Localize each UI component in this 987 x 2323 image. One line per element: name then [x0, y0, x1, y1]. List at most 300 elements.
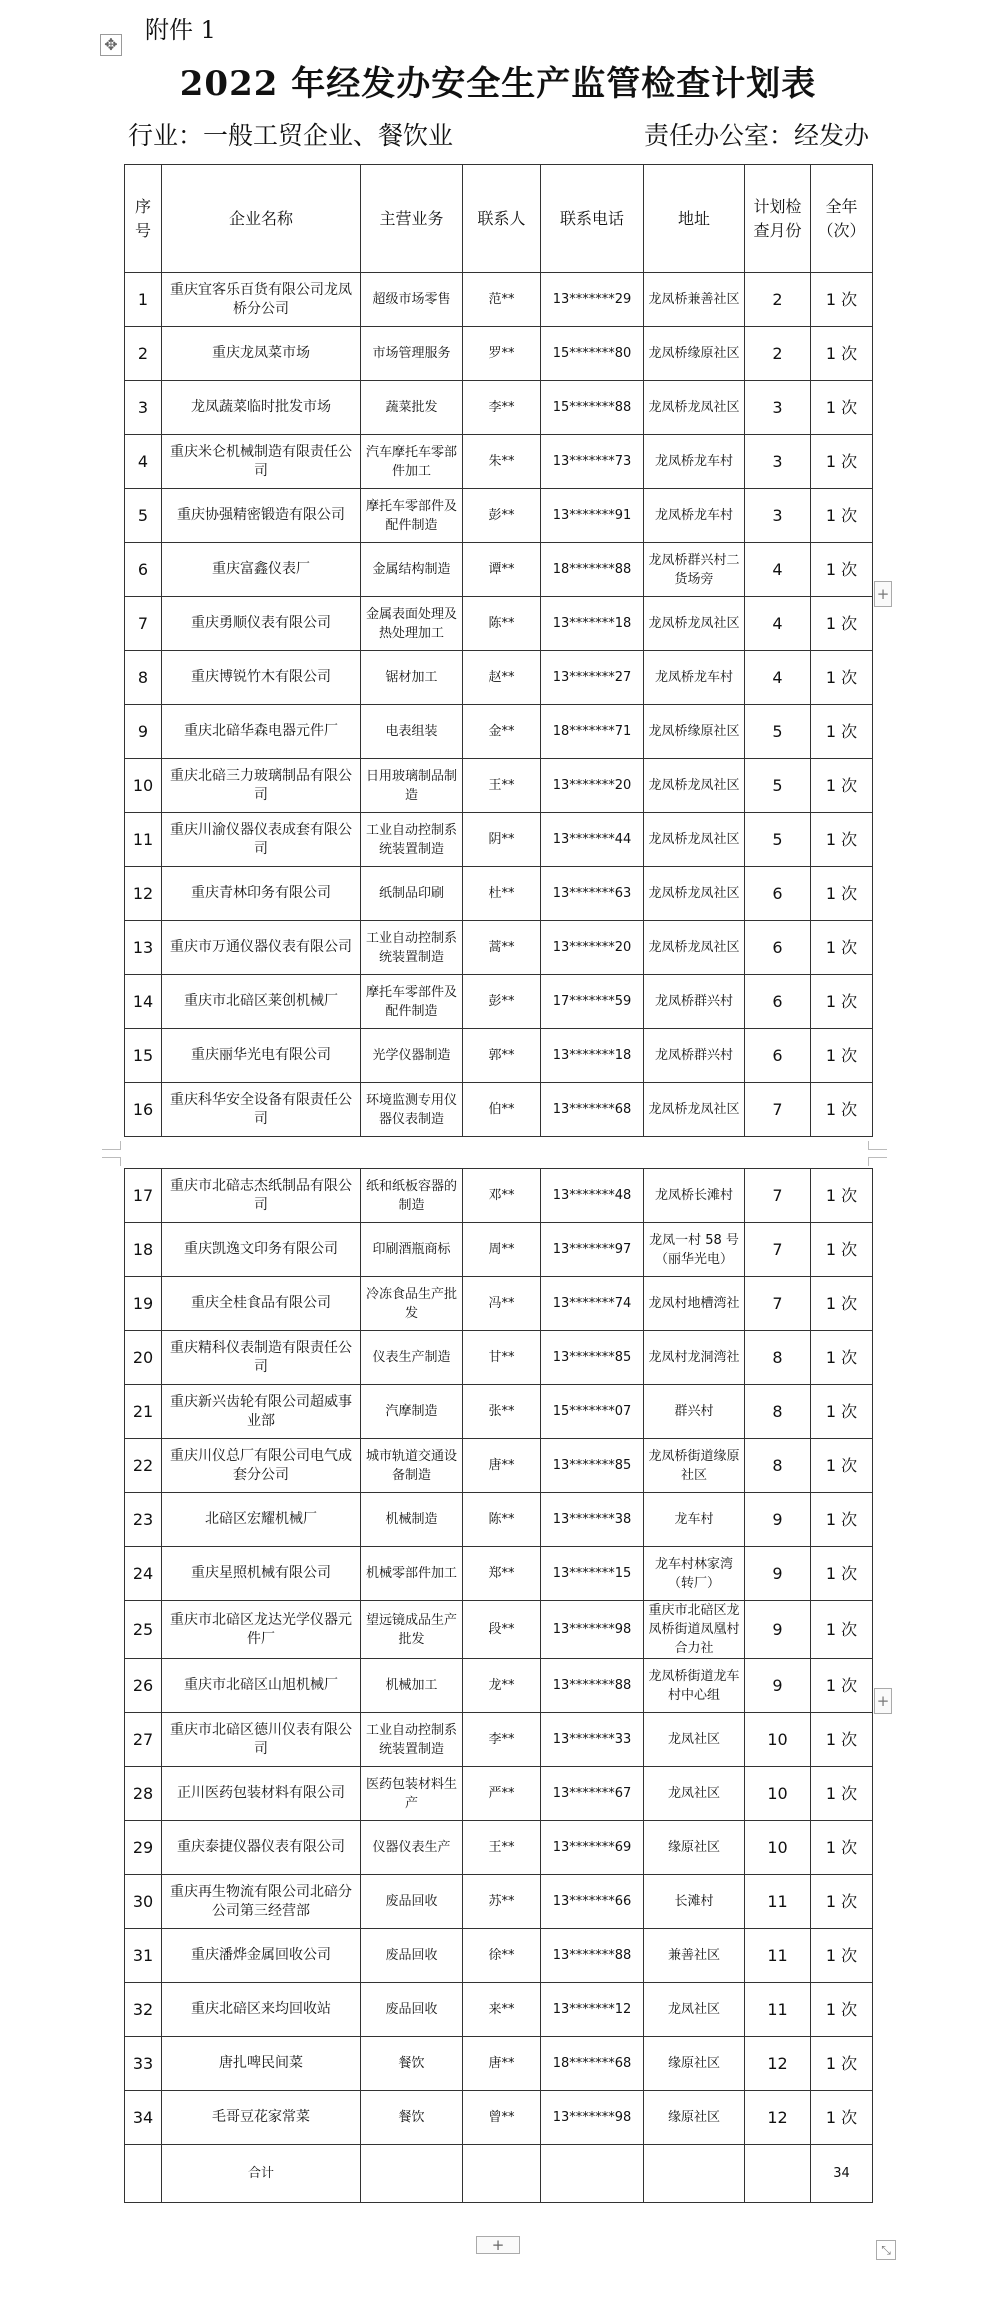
total-empty [361, 2145, 463, 2203]
cell-company: 重庆再生物流有限公司北碚分公司第三经营部 [162, 1875, 361, 1929]
table-row [125, 1223, 873, 1277]
cell-times: 1 次 [811, 705, 873, 759]
cell-month: 3 [745, 489, 811, 543]
cell-month: 10 [745, 1713, 811, 1767]
cell-contact: 徐** [463, 1929, 541, 1983]
cell-contact: 郭** [463, 1029, 541, 1083]
table-row [125, 1029, 873, 1083]
cell-phone: 13*******97 [541, 1223, 644, 1277]
cell-address: 龙凤桥龙凤社区 [644, 597, 745, 651]
cell-month: 7 [745, 1223, 811, 1277]
cell-company: 正川医药包装材料有限公司 [162, 1767, 361, 1821]
page-corner-mark [102, 1157, 121, 1166]
cell-month: 5 [745, 759, 811, 813]
cell-times: 1 次 [811, 1767, 873, 1821]
cell-no: 30 [125, 1875, 162, 1929]
cell-no: 31 [125, 1929, 162, 1983]
cell-no: 3 [125, 381, 162, 435]
office-label: 责任办公室：经发办 [644, 121, 870, 150]
cell-address: 龙凤桥群兴村 [644, 1029, 745, 1083]
cell-contact: 彭** [463, 975, 541, 1029]
cell-business: 光学仪器制造 [361, 1029, 463, 1083]
cell-times: 1 次 [811, 597, 873, 651]
cell-no: 18 [125, 1223, 162, 1277]
cell-address: 龙凤桥群兴村二货场旁 [644, 543, 745, 597]
cell-month: 3 [745, 381, 811, 435]
header-address: 地址 [644, 165, 745, 273]
attachment-label: 附件 1 [145, 16, 216, 44]
cell-address: 龙凤一村 58 号（丽华光电） [644, 1223, 745, 1277]
cell-business: 纸和纸板容器的制造 [361, 1169, 463, 1223]
cell-times: 1 次 [811, 1875, 873, 1929]
table-row [125, 1767, 873, 1821]
cell-no: 24 [125, 1547, 162, 1601]
cell-month: 12 [745, 2091, 811, 2145]
cell-address: 龙凤桥龙车村 [644, 489, 745, 543]
cell-company: 重庆潘烨金属回收公司 [162, 1929, 361, 1983]
cell-phone: 13*******88 [541, 1659, 644, 1713]
cell-contact: 范** [463, 273, 541, 327]
cell-month: 11 [745, 1983, 811, 2037]
table-row [125, 705, 873, 759]
cell-contact: 阴** [463, 813, 541, 867]
cell-contact: 王** [463, 759, 541, 813]
cell-business: 环境监测专用仪器仪表制造 [361, 1083, 463, 1137]
cell-company: 重庆泰捷仪器仪表有限公司 [162, 1821, 361, 1875]
cell-month: 8 [745, 1439, 811, 1493]
cell-company: 重庆市北碚区龙达光学仪器元件厂 [162, 1601, 361, 1659]
cell-times: 1 次 [811, 273, 873, 327]
cell-month: 5 [745, 705, 811, 759]
cell-phone: 13*******98 [541, 1601, 644, 1659]
cell-phone: 13*******85 [541, 1331, 644, 1385]
cell-address: 龙车村林家湾（转厂） [644, 1547, 745, 1601]
cell-business: 工业自动控制系统装置制造 [361, 921, 463, 975]
cell-company: 重庆市北碚区山旭机械厂 [162, 1659, 361, 1713]
cell-phone: 13*******85 [541, 1439, 644, 1493]
cell-contact: 严** [463, 1767, 541, 1821]
cell-company: 毛哥豆花家常菜 [162, 2091, 361, 2145]
cell-month: 9 [745, 1601, 811, 1659]
cell-company: 重庆丽华光电有限公司 [162, 1029, 361, 1083]
cell-contact: 伯** [463, 1083, 541, 1137]
header-times: 全年（次） [811, 165, 873, 273]
table-move-handle[interactable]: ✥ [100, 34, 122, 56]
cell-phone: 13*******69 [541, 1821, 644, 1875]
cell-company: 重庆川仪总厂有限公司电气成套分公司 [162, 1439, 361, 1493]
cell-company: 重庆博锐竹木有限公司 [162, 651, 361, 705]
cell-no: 32 [125, 1983, 162, 2037]
cell-contact: 李** [463, 381, 541, 435]
cell-contact: 冯** [463, 1277, 541, 1331]
total-empty [541, 2145, 644, 2203]
cell-address: 龙凤社区 [644, 1713, 745, 1767]
cell-company: 龙凤蔬菜临时批发市场 [162, 381, 361, 435]
cell-times: 1 次 [811, 1083, 873, 1137]
cell-no: 27 [125, 1713, 162, 1767]
cell-phone: 13*******20 [541, 921, 644, 975]
cell-address: 龙凤桥街道缘原社区 [644, 1439, 745, 1493]
cell-no: 34 [125, 2091, 162, 2145]
cell-address: 龙凤桥街道龙车村中心组 [644, 1659, 745, 1713]
cell-times: 1 次 [811, 1277, 873, 1331]
cell-contact: 谭** [463, 543, 541, 597]
cell-business: 望远镜成品生产批发 [361, 1601, 463, 1659]
cell-times: 1 次 [811, 1547, 873, 1601]
cell-month: 7 [745, 1083, 811, 1137]
page-corner-mark [868, 1157, 887, 1166]
cell-no: 28 [125, 1767, 162, 1821]
cell-no: 14 [125, 975, 162, 1029]
cell-no: 20 [125, 1331, 162, 1385]
cell-address: 龙凤桥兼善社区 [644, 273, 745, 327]
table-row [125, 1659, 873, 1713]
cell-no: 7 [125, 597, 162, 651]
cell-address: 龙凤桥群兴村 [644, 975, 745, 1029]
cell-phone: 13*******38 [541, 1493, 644, 1547]
cell-times: 1 次 [811, 867, 873, 921]
cell-company: 重庆协强精密锻造有限公司 [162, 489, 361, 543]
cell-business: 废品回收 [361, 1929, 463, 1983]
cell-address: 缘原社区 [644, 2037, 745, 2091]
header-company: 企业名称 [162, 165, 361, 273]
cell-contact: 彭** [463, 489, 541, 543]
cell-no: 8 [125, 651, 162, 705]
table-row [125, 1385, 873, 1439]
cell-contact: 曾** [463, 2091, 541, 2145]
cell-month: 3 [745, 435, 811, 489]
table-row [125, 867, 873, 921]
cell-business: 摩托车零部件及配件制造 [361, 975, 463, 1029]
cell-month: 4 [745, 597, 811, 651]
cell-company: 重庆米仑机械制造有限责任公司 [162, 435, 361, 489]
table-row [125, 1875, 873, 1929]
cell-company: 重庆青林印务有限公司 [162, 867, 361, 921]
cell-no: 13 [125, 921, 162, 975]
table-row [125, 2037, 873, 2091]
cell-company: 北碚区宏耀机械厂 [162, 1493, 361, 1547]
cell-contact: 来** [463, 1983, 541, 2037]
cell-contact: 金** [463, 705, 541, 759]
cell-times: 1 次 [811, 435, 873, 489]
table-row [125, 921, 873, 975]
cell-no: 4 [125, 435, 162, 489]
cell-month: 9 [745, 1547, 811, 1601]
table-header-row [125, 165, 873, 273]
cell-times: 1 次 [811, 1331, 873, 1385]
cell-times: 1 次 [811, 489, 873, 543]
table-row [125, 597, 873, 651]
inspection-table-page-1 [124, 164, 873, 1137]
cell-company: 重庆星照机械有限公司 [162, 1547, 361, 1601]
header-business: 主营业务 [361, 165, 463, 273]
total-empty [745, 2145, 811, 2203]
cell-company: 重庆市北碚区莱创机械厂 [162, 975, 361, 1029]
cell-no: 2 [125, 327, 162, 381]
cell-company: 重庆富鑫仪表厂 [162, 543, 361, 597]
cell-contact: 苏** [463, 1875, 541, 1929]
cell-no: 11 [125, 813, 162, 867]
cell-times: 1 次 [811, 1821, 873, 1875]
cell-company: 重庆北碚区来均回收站 [162, 1983, 361, 2037]
cell-address: 龙凤桥龙车村 [644, 651, 745, 705]
cell-times: 1 次 [811, 1601, 873, 1659]
cell-no: 1 [125, 273, 162, 327]
cell-month: 4 [745, 543, 811, 597]
cell-company: 重庆勇顺仪表有限公司 [162, 597, 361, 651]
cell-no: 6 [125, 543, 162, 597]
cell-contact: 李** [463, 1713, 541, 1767]
cell-company: 重庆龙凤菜市场 [162, 327, 361, 381]
table-row [125, 381, 873, 435]
cell-address: 龙凤桥龙凤社区 [644, 921, 745, 975]
add-column-button[interactable]: + [874, 581, 892, 607]
cell-times: 1 次 [811, 1659, 873, 1713]
cell-address: 龙凤社区 [644, 1767, 745, 1821]
cell-phone: 13*******15 [541, 1547, 644, 1601]
cell-month: 6 [745, 921, 811, 975]
total-row [125, 2145, 873, 2203]
cell-company: 重庆精科仪表制造有限责任公司 [162, 1331, 361, 1385]
cell-address: 龙凤村地槽湾社 [644, 1277, 745, 1331]
cell-no: 19 [125, 1277, 162, 1331]
cell-address: 龙车村 [644, 1493, 745, 1547]
cell-contact: 郑** [463, 1547, 541, 1601]
cell-address: 龙凤桥龙车村 [644, 435, 745, 489]
total-count: 34 [811, 2145, 873, 2203]
table-row [125, 327, 873, 381]
cell-business: 日用玻璃制品制造 [361, 759, 463, 813]
table-row [125, 1493, 873, 1547]
cell-month: 5 [745, 813, 811, 867]
cell-no: 16 [125, 1083, 162, 1137]
cell-address: 群兴村 [644, 1385, 745, 1439]
cell-times: 1 次 [811, 2091, 873, 2145]
cell-business: 摩托车零部件及配件制造 [361, 489, 463, 543]
cell-phone: 13*******91 [541, 489, 644, 543]
cell-phone: 13*******20 [541, 759, 644, 813]
cell-company: 重庆凯逸文印务有限公司 [162, 1223, 361, 1277]
cell-phone: 13*******98 [541, 2091, 644, 2145]
cell-phone: 13*******29 [541, 273, 644, 327]
table-row [125, 543, 873, 597]
cell-times: 1 次 [811, 1983, 873, 2037]
cell-company: 重庆科华安全设备有限责任公司 [162, 1083, 361, 1137]
cell-phone: 13*******12 [541, 1983, 644, 2037]
cell-phone: 13*******18 [541, 1029, 644, 1083]
cell-times: 1 次 [811, 1713, 873, 1767]
table-row [125, 2091, 873, 2145]
cell-phone: 18*******71 [541, 705, 644, 759]
cell-address: 龙凤桥龙凤社区 [644, 867, 745, 921]
cell-business: 汽车摩托车零部件加工 [361, 435, 463, 489]
cell-no: 17 [125, 1169, 162, 1223]
table-row [125, 489, 873, 543]
cell-phone: 15*******88 [541, 381, 644, 435]
cell-address: 龙凤村龙洞湾社 [644, 1331, 745, 1385]
cell-contact: 蒿** [463, 921, 541, 975]
cell-business: 印刷酒瓶商标 [361, 1223, 463, 1277]
table-row [125, 1821, 873, 1875]
cell-contact: 邓** [463, 1169, 541, 1223]
table-row [125, 1277, 873, 1331]
cell-business: 机械加工 [361, 1659, 463, 1713]
cell-no: 21 [125, 1385, 162, 1439]
cell-phone: 13*******48 [541, 1169, 644, 1223]
cell-no: 26 [125, 1659, 162, 1713]
cell-times: 1 次 [811, 1385, 873, 1439]
cell-company: 重庆新兴齿轮有限公司超威事业部 [162, 1385, 361, 1439]
cell-times: 1 次 [811, 1929, 873, 1983]
cell-times: 1 次 [811, 921, 873, 975]
cell-address: 长滩村 [644, 1875, 745, 1929]
cell-address: 龙凤桥龙凤社区 [644, 381, 745, 435]
cell-month: 11 [745, 1875, 811, 1929]
cell-business: 金属表面处理及热处理加工 [361, 597, 463, 651]
cell-contact: 杜** [463, 867, 541, 921]
cell-business: 金属结构制造 [361, 543, 463, 597]
cell-phone: 13*******33 [541, 1713, 644, 1767]
total-empty [644, 2145, 745, 2203]
cell-business: 市场管理服务 [361, 327, 463, 381]
cell-business: 餐饮 [361, 2037, 463, 2091]
cell-address: 龙凤桥长滩村 [644, 1169, 745, 1223]
cell-business: 蔬菜批发 [361, 381, 463, 435]
document-title: 2022 年经发办安全生产监管检查计划表 [179, 64, 817, 104]
add-column-button[interactable]: + [874, 1688, 892, 1714]
cell-business: 医药包装材料生产 [361, 1767, 463, 1821]
cell-phone: 13*******74 [541, 1277, 644, 1331]
cell-phone: 18*******68 [541, 2037, 644, 2091]
cell-phone: 13*******67 [541, 1767, 644, 1821]
cell-month: 9 [745, 1493, 811, 1547]
cell-business: 工业自动控制系统装置制造 [361, 1713, 463, 1767]
cell-business: 超级市场零售 [361, 273, 463, 327]
table-row [125, 975, 873, 1029]
cell-times: 1 次 [811, 1439, 873, 1493]
cell-month: 6 [745, 1029, 811, 1083]
total-empty [125, 2145, 162, 2203]
cell-month: 6 [745, 867, 811, 921]
cell-no: 15 [125, 1029, 162, 1083]
table-row [125, 1439, 873, 1493]
cell-month: 10 [745, 1767, 811, 1821]
cell-phone: 13*******73 [541, 435, 644, 489]
cell-address: 龙凤社区 [644, 1983, 745, 2037]
table-row [125, 1983, 873, 2037]
cell-times: 1 次 [811, 759, 873, 813]
cell-phone: 13*******66 [541, 1875, 644, 1929]
cell-address: 重庆市北碚区龙凤桥街道凤凰村合力社 [644, 1601, 745, 1659]
table-row [125, 1169, 873, 1223]
cell-times: 1 次 [811, 651, 873, 705]
table-row [125, 759, 873, 813]
total-label: 合计 [162, 2145, 361, 2203]
cell-no: 9 [125, 705, 162, 759]
total-empty [463, 2145, 541, 2203]
cell-phone: 13*******68 [541, 1083, 644, 1137]
cell-no: 33 [125, 2037, 162, 2091]
cell-business: 冷冻食品生产批发 [361, 1277, 463, 1331]
cell-company: 重庆市北碚志杰纸制品有限公司 [162, 1169, 361, 1223]
inspection-table-page-2 [124, 1168, 873, 2203]
cell-contact: 龙** [463, 1659, 541, 1713]
header-no: 序号 [125, 165, 162, 273]
cell-contact: 赵** [463, 651, 541, 705]
cell-contact: 罗** [463, 327, 541, 381]
cell-phone: 13*******27 [541, 651, 644, 705]
cell-company: 重庆宜客乐百货有限公司龙凤桥分公司 [162, 273, 361, 327]
cell-company: 重庆全桂食品有限公司 [162, 1277, 361, 1331]
cell-phone: 13*******63 [541, 867, 644, 921]
cell-company: 重庆川渝仪器仪表成套有限公司 [162, 813, 361, 867]
cell-no: 23 [125, 1493, 162, 1547]
table-row [125, 273, 873, 327]
header-phone: 联系电话 [541, 165, 644, 273]
industry-label: 行业：一般工贸企业、餐饮业 [128, 121, 454, 150]
cell-company: 唐扎啤民间菜 [162, 2037, 361, 2091]
cell-contact: 甘** [463, 1331, 541, 1385]
table-row [125, 1331, 873, 1385]
cell-month: 6 [745, 975, 811, 1029]
table-row [125, 813, 873, 867]
table-row [125, 435, 873, 489]
cell-business: 城市轨道交通设备制造 [361, 1439, 463, 1493]
cell-no: 29 [125, 1821, 162, 1875]
cell-contact: 唐** [463, 1439, 541, 1493]
cell-month: 8 [745, 1331, 811, 1385]
header-contact: 联系人 [463, 165, 541, 273]
cell-phone: 15*******80 [541, 327, 644, 381]
cell-address: 龙凤桥缘原社区 [644, 705, 745, 759]
cell-month: 9 [745, 1659, 811, 1713]
cell-business: 锯材加工 [361, 651, 463, 705]
cell-address: 龙凤桥龙凤社区 [644, 813, 745, 867]
cell-times: 1 次 [811, 381, 873, 435]
cell-address: 兼善社区 [644, 1929, 745, 1983]
cell-company: 重庆北碚华森电器元件厂 [162, 705, 361, 759]
cell-phone: 17*******59 [541, 975, 644, 1029]
cell-times: 1 次 [811, 1169, 873, 1223]
cell-address: 缘原社区 [644, 2091, 745, 2145]
cell-business: 仪表生产制造 [361, 1331, 463, 1385]
cell-month: 8 [745, 1385, 811, 1439]
page-corner-mark [102, 1141, 121, 1150]
cell-month: 2 [745, 273, 811, 327]
cell-contact: 张** [463, 1385, 541, 1439]
table-resize-handle[interactable]: ⤡ [876, 2240, 896, 2260]
add-row-button[interactable]: + [476, 2236, 520, 2254]
cell-address: 龙凤桥龙凤社区 [644, 759, 745, 813]
cell-business: 工业自动控制系统装置制造 [361, 813, 463, 867]
cell-company: 重庆市万通仪器仪表有限公司 [162, 921, 361, 975]
table-row [125, 1713, 873, 1767]
cell-phone: 13*******88 [541, 1929, 644, 1983]
cell-business: 机械制造 [361, 1493, 463, 1547]
cell-address: 缘原社区 [644, 1821, 745, 1875]
cell-business: 机械零部件加工 [361, 1547, 463, 1601]
cell-business: 纸制品印刷 [361, 867, 463, 921]
cell-contact: 陈** [463, 597, 541, 651]
cell-company: 重庆市北碚区德川仪表有限公司 [162, 1713, 361, 1767]
cell-phone: 18*******88 [541, 543, 644, 597]
cell-month: 7 [745, 1169, 811, 1223]
cell-times: 1 次 [811, 813, 873, 867]
cell-phone: 13*******18 [541, 597, 644, 651]
cell-business: 废品回收 [361, 1983, 463, 2037]
cell-contact: 段** [463, 1601, 541, 1659]
cell-contact: 王** [463, 1821, 541, 1875]
